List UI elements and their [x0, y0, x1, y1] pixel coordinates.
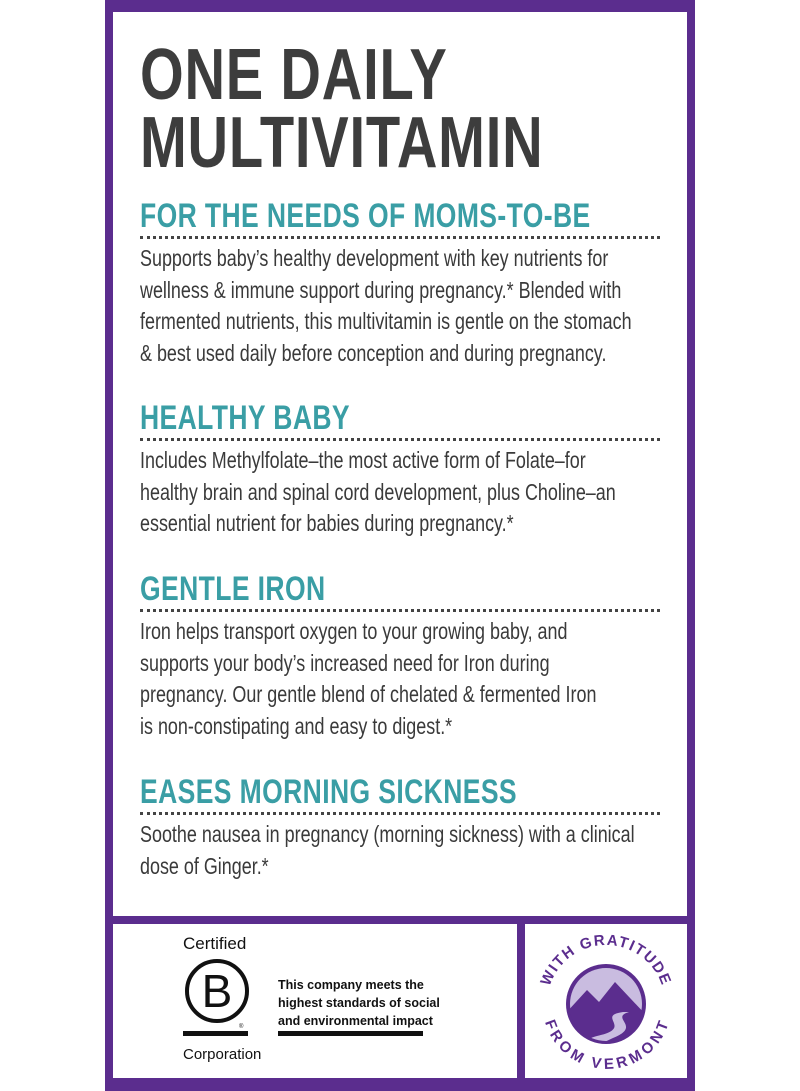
body-line: & best used daily before conception and during pregnancy.	[140, 339, 607, 366]
body-line: Iron helps transport oxygen to your growing baby, and	[140, 618, 568, 644]
seal-bottom-text: FROM VERMONT	[541, 1017, 673, 1074]
body-line: is non-constipating and easy to digest.*	[140, 712, 453, 739]
body-line: Soothe nausea in pregnancy (morning sickness) with a clinical	[140, 821, 635, 847]
statement-line: highest standards of social	[278, 996, 440, 1010]
dotted-divider	[140, 438, 660, 441]
body-line: pregnancy. Our gentle blend of chelated & fermented Iron	[140, 681, 597, 707]
product-title	[140, 35, 657, 183]
statement-rule	[278, 1031, 423, 1036]
body-line: Supports baby’s healthy development with key nutrients for	[140, 245, 609, 271]
bcorp-letter: B	[201, 965, 233, 1017]
body-line: essential nutrient for babies during pregnancy.*	[140, 510, 514, 536]
dotted-divider	[140, 609, 660, 612]
section-healthy-baby	[140, 400, 660, 540]
seal-top-text: WITH GRATITUDE	[537, 931, 675, 989]
section-heading: FOR THE NEEDS OF MOMS-TO-BE	[140, 197, 591, 235]
dotted-divider	[140, 812, 660, 815]
body-line: supports your body’s increased need for Iron during	[140, 649, 550, 676]
section-heading: EASES MORNING SICKNESS	[140, 773, 517, 811]
statement-line: and environmental impact	[278, 1014, 433, 1028]
bcorp-logo	[185, 959, 249, 1023]
registered-mark: ®	[239, 1024, 244, 1030]
section-heading: HEALTHY BABY	[140, 399, 350, 437]
section-gentle-iron	[140, 571, 660, 742]
body-line: Includes Methylfolate–the most active form of Folate–for	[140, 447, 586, 473]
title-line: ONE DAILY	[140, 35, 448, 115]
body-line: fermented nutrients, this multivitamin is gentle on the stomach	[140, 308, 632, 334]
bcorp-panel	[113, 924, 517, 1078]
bcorp-statement	[278, 976, 440, 1030]
body-line: healthy brain and spinal cord development, plus Choline–an	[140, 478, 616, 505]
title-line: MULTIVITAMIN	[140, 103, 544, 183]
bcorp-certified: Certified	[183, 934, 247, 953]
section-heading: GENTLE IRON	[140, 570, 326, 608]
body-line: wellness & immune support during pregnancy.* Blended with	[140, 276, 622, 303]
dotted-divider	[140, 236, 660, 239]
body-line: dose of Ginger.*	[140, 852, 269, 879]
section-morning-sickness	[140, 774, 660, 882]
section-moms-to-be	[140, 198, 660, 369]
bcorp-corporation: Corporation	[183, 1046, 262, 1063]
vermont-panel	[525, 924, 687, 1078]
statement-line: This company meets the	[278, 978, 424, 992]
bcorp-rule	[183, 1031, 248, 1036]
vermont-seal-icon	[525, 924, 687, 1078]
